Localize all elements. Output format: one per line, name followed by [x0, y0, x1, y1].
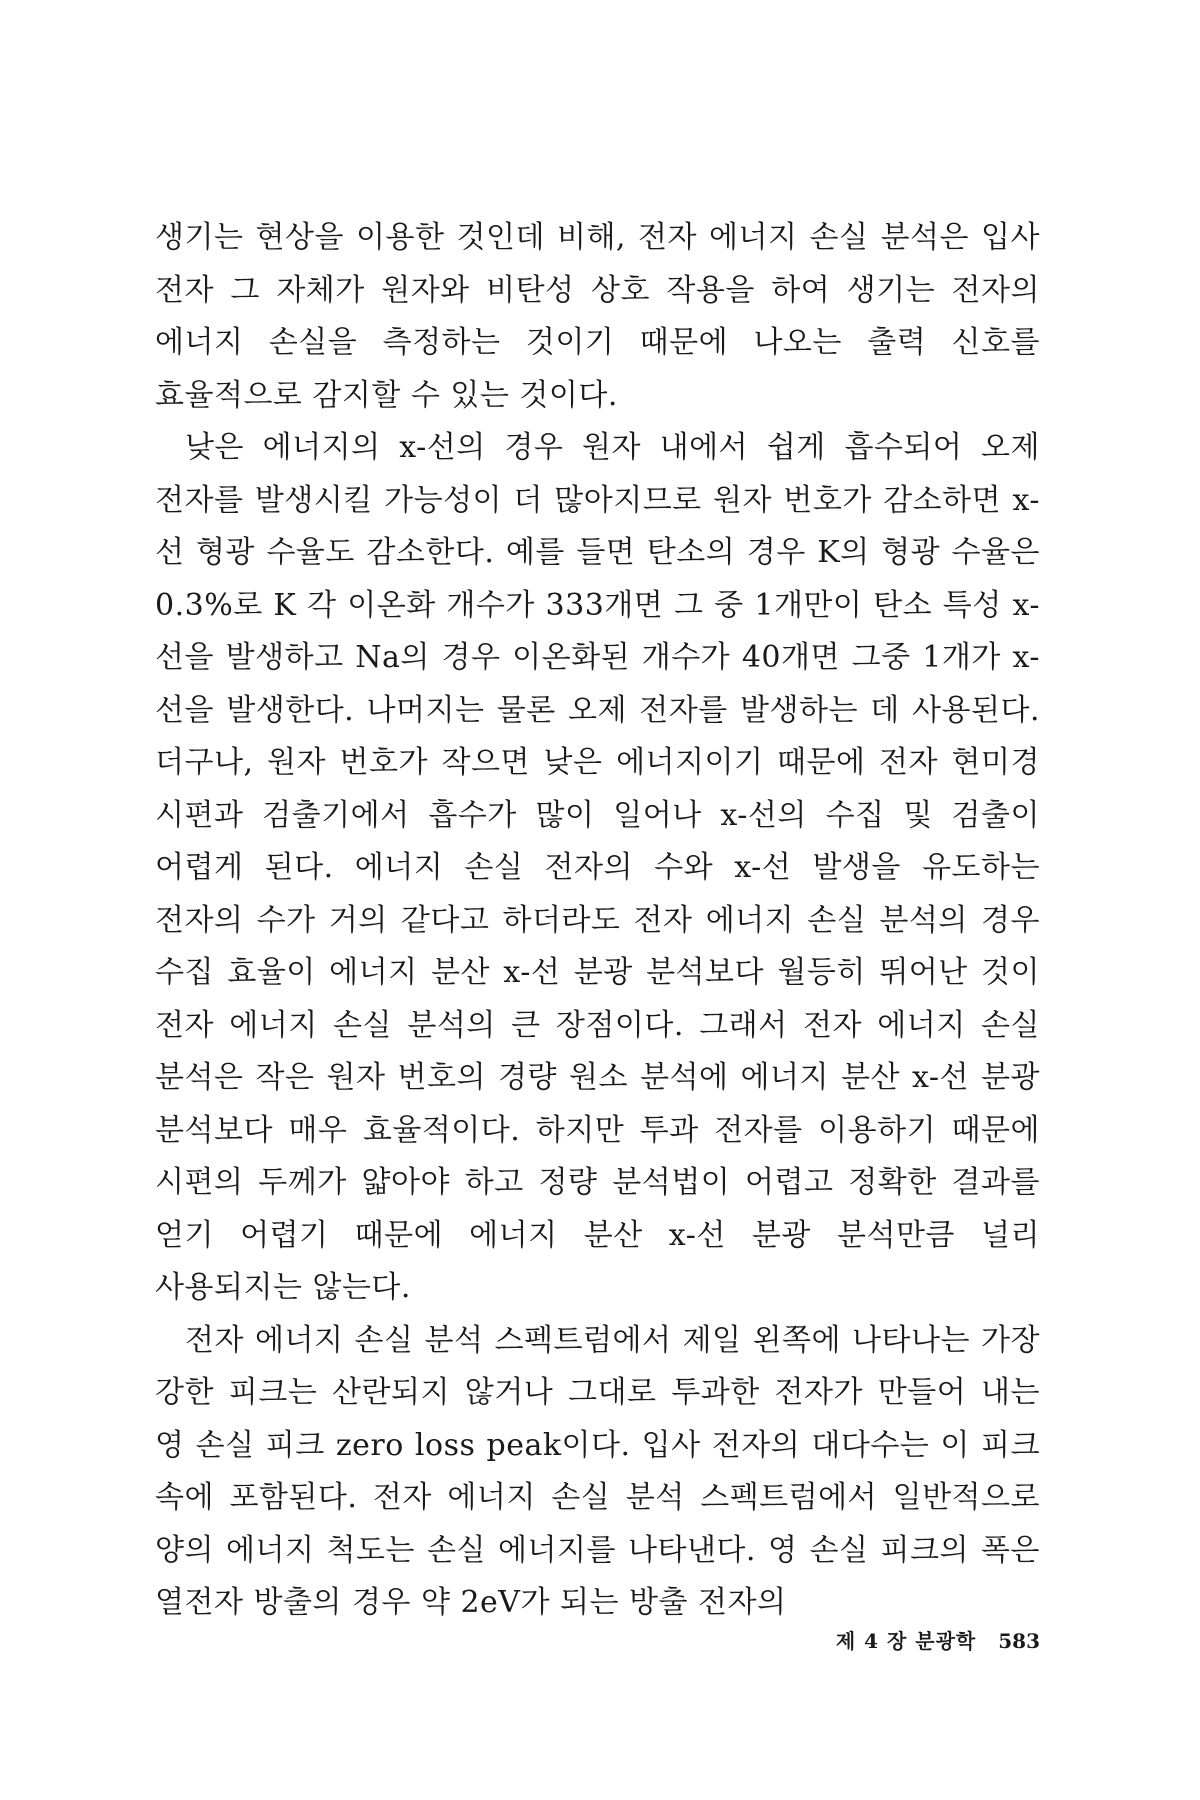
paragraph-2: 낮은 에너지의 x-선의 경우 원자 내에서 쉽게 흡수되어 오제 전자를 발생시킬 가능성이 더 많아지므로 원자 번호가 감소하면 x-선 형광 수율도 감소한다. 예를 들면 탄소의 경우 K의 형광 수율은 0.3%로 K 각 이온화 개수가 333개면 그 중 1개만이 탄소 특성 x-선을 발생하고 Na의 경우 이온화된 개수가 40개면 그중 1개가 x-선을 발생한다. 나머지는 물론 오제 전자를 발생하는 데 사용된다. 더구나, 원자 번호가 작으면 낮은 에너지이기 때문에 전자 현미경 시편과 검출기에서 흡수가 많이 일어나 x-선의 수집 및 검출이 어렵게 된다. 에너지 손실 전자의 수와 x-선 발생을 유도하는 전자의 수가 거의 같다고 하더라도 전자 에너지 손실 분석의 경우 수집 효율이 에너지 분산 x-선 분광 분석보다 월등히 뛰어난 것이 전자 에너지 손실 분석의 큰 장점이다. 그래서 전자 에너지 손실 분석은 작은 원자 번호의 경량 원소 분석에 에너지 분산 x-선 분광 분석보다 매우 효율적이다. 하지만 투과 전자를 이용하기 때문에 시편의 두께가 얇아야 하고 정량 분석법이 어렵고 정확한 결과를 얻기 어렵기 때문에 에너지 분산 x-선 분광 분석만큼 널리 사용되지는 않는다.	[155, 430, 1040, 1305]
page-footer	[836, 1625, 1040, 1654]
body-text	[155, 212, 1040, 1630]
paragraph-1: 생기는 현상을 이용한 것인데 비해, 전자 에너지 손실 분석은 입사 전자 그 자체가 원자와 비탄성 상호 작용을 하여 생기는 전자의 에너지 손실을 측정하는 것이기 때문에 나오는 출력 신호를 효율적으로 감지할 수 있는 것이다.	[155, 220, 1040, 413]
page-number: 583	[998, 1629, 1040, 1653]
chapter-title: 제 4 장 분광학	[835, 1629, 977, 1653]
paragraph-3: 전자 에너지 손실 분석 스펙트럼에서 제일 왼쪽에 나타나는 가장 강한 피크는 산란되지 않거나 그대로 투과한 전자가 만들어 내는 영 손실 피크 zero loss peak이다. 입사 전자의 대다수는 이 피크 속에 포함된다. 전자 에너지 손실 분석 스펙트럼에서 일반적으로 양의 에너지 척도는 손실 에너지를 나타낸다. 영 손실 피크의 폭은 열전자 방출의 경우 약 2eV가 되는 방출 전자의	[155, 1322, 1040, 1620]
